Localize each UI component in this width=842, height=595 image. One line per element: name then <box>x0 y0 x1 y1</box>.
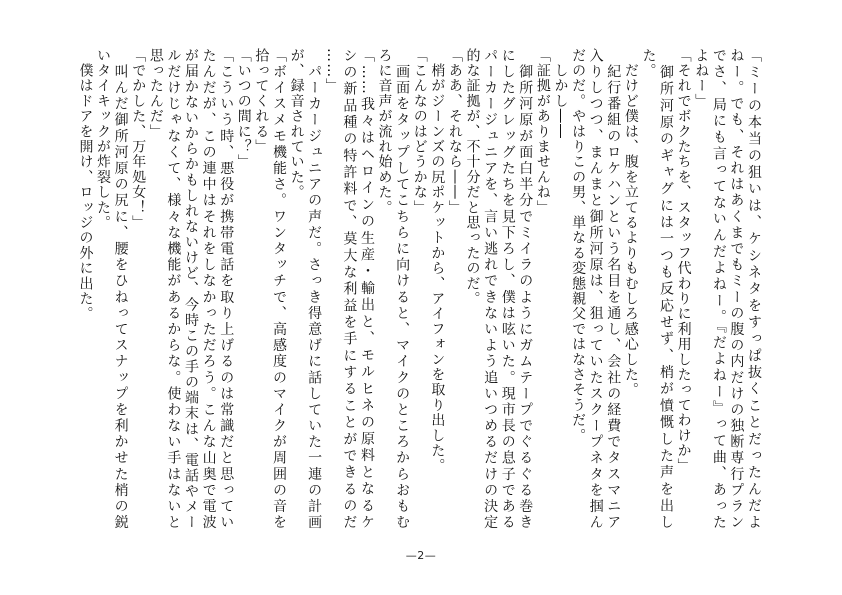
text-line: 「でかした、万年処女！」 <box>130 48 147 231</box>
text-line: でさ、局にも言ってないんだよねー。『だよねー』って曲、あった <box>710 48 727 530</box>
text-line: 御所河原が面白半分でミイラのようにガムテープでぐるぐる巻き <box>517 48 534 530</box>
text-line: 「いつの間に？」 <box>235 48 252 170</box>
text-line: 「ああ、それなら――」 <box>446 48 463 216</box>
text-line: 「こういう時、悪役が携帯電話を取り上げるのは常識だと思ってい <box>218 48 235 530</box>
text-line: ルだけじゃなくて、様々な機能があるからな。使わない手はないと <box>165 48 182 530</box>
text-line: 思ったんだ」 <box>147 48 164 140</box>
text-line: 「ミーの本当の狙いは、ケシネタをすっぱ抜くことだったんだよ <box>746 48 762 530</box>
text-line: ろに音声が流れ始めた。 <box>376 48 393 216</box>
text-line: 拾ってくれる」 <box>253 48 270 155</box>
text-line: 御所河原のギャグには一つも反応せず、梢が憤慨した声を出し <box>658 48 675 530</box>
text-line: 「……我々はヘロインの生産・輸出と、モルヒネの原料となるケ <box>358 48 375 530</box>
text-line: たんだが、この連中はそれをしなかっただろう。こんな山奥で電波 <box>200 48 217 530</box>
text-body <box>76 48 762 530</box>
text-line: 「ボイスメモ機能さ。ワンタッチで、高感度のマイクが周囲の音を <box>270 48 287 530</box>
text-line: ねー。でも、それはあくまでもミーの腹の内だけの独断専行プラン <box>728 48 745 530</box>
text-line: シの新品種の特許料で、莫大な利益を手にすることができるのだ <box>341 48 358 530</box>
text-line: 入りしつつ、まんまと御所河原は、狙っていたスクープネタを掴ん <box>587 48 604 530</box>
text-line: が、録音されていた。 <box>288 48 305 200</box>
text-line: 梢がジーンズの尻ポケットから、アイフォンを取り出した。 <box>429 48 446 474</box>
text-line: 僕はドアを開け、ロッジの外に出た。 <box>77 48 94 322</box>
text-line: パーカージュニアを、言い逃れできないよう追いつめるだけの決定 <box>482 48 499 530</box>
text-line: だのだ。やはりこの男、単なる変態親父ではなさそうだ。 <box>570 48 587 444</box>
page-number: —2— <box>405 549 437 562</box>
text-line: にしたグレッグたちを見下ろし、僕は呟いた。現市長の息子である <box>499 48 516 530</box>
text-line: ……」 <box>323 48 340 94</box>
text-line: だけど僕は、腹を立てるよりもむしろ感心した。 <box>622 48 639 398</box>
text-line: よねー」 <box>693 48 710 109</box>
text-line: 「証拠がありませんね」 <box>534 48 551 216</box>
text-line: 「こんなのはどうかな」 <box>411 48 428 216</box>
text-line: パーカージュニアの声だ。さっき得意げに話していた一連の計画 <box>306 48 323 530</box>
text-line: 叫んだ御所河原の尻に、腰をひねってスナップを利かせた梢の鋭 <box>112 48 129 530</box>
text-line: 的な証拠が、不十分だと思ったのだ。 <box>464 48 481 307</box>
text-line: しかし―― <box>552 48 569 140</box>
text-line: いタイキックが炸裂した。 <box>95 48 112 231</box>
text-line: 「それでボクたちを、スタッフ代わりに利用したってわけか」 <box>675 48 692 474</box>
text-line: 画面をタップしてこちらに向けると、マイクのところからおもむ <box>394 48 411 530</box>
text-line: が届かないからかもしれないけど、今時この手の端末は、電話やメー <box>183 48 199 530</box>
text-line: た。 <box>640 48 657 79</box>
text-line: 紀行番組のロケハンという名目を通し、会社の経費でタスマニア <box>605 48 622 530</box>
